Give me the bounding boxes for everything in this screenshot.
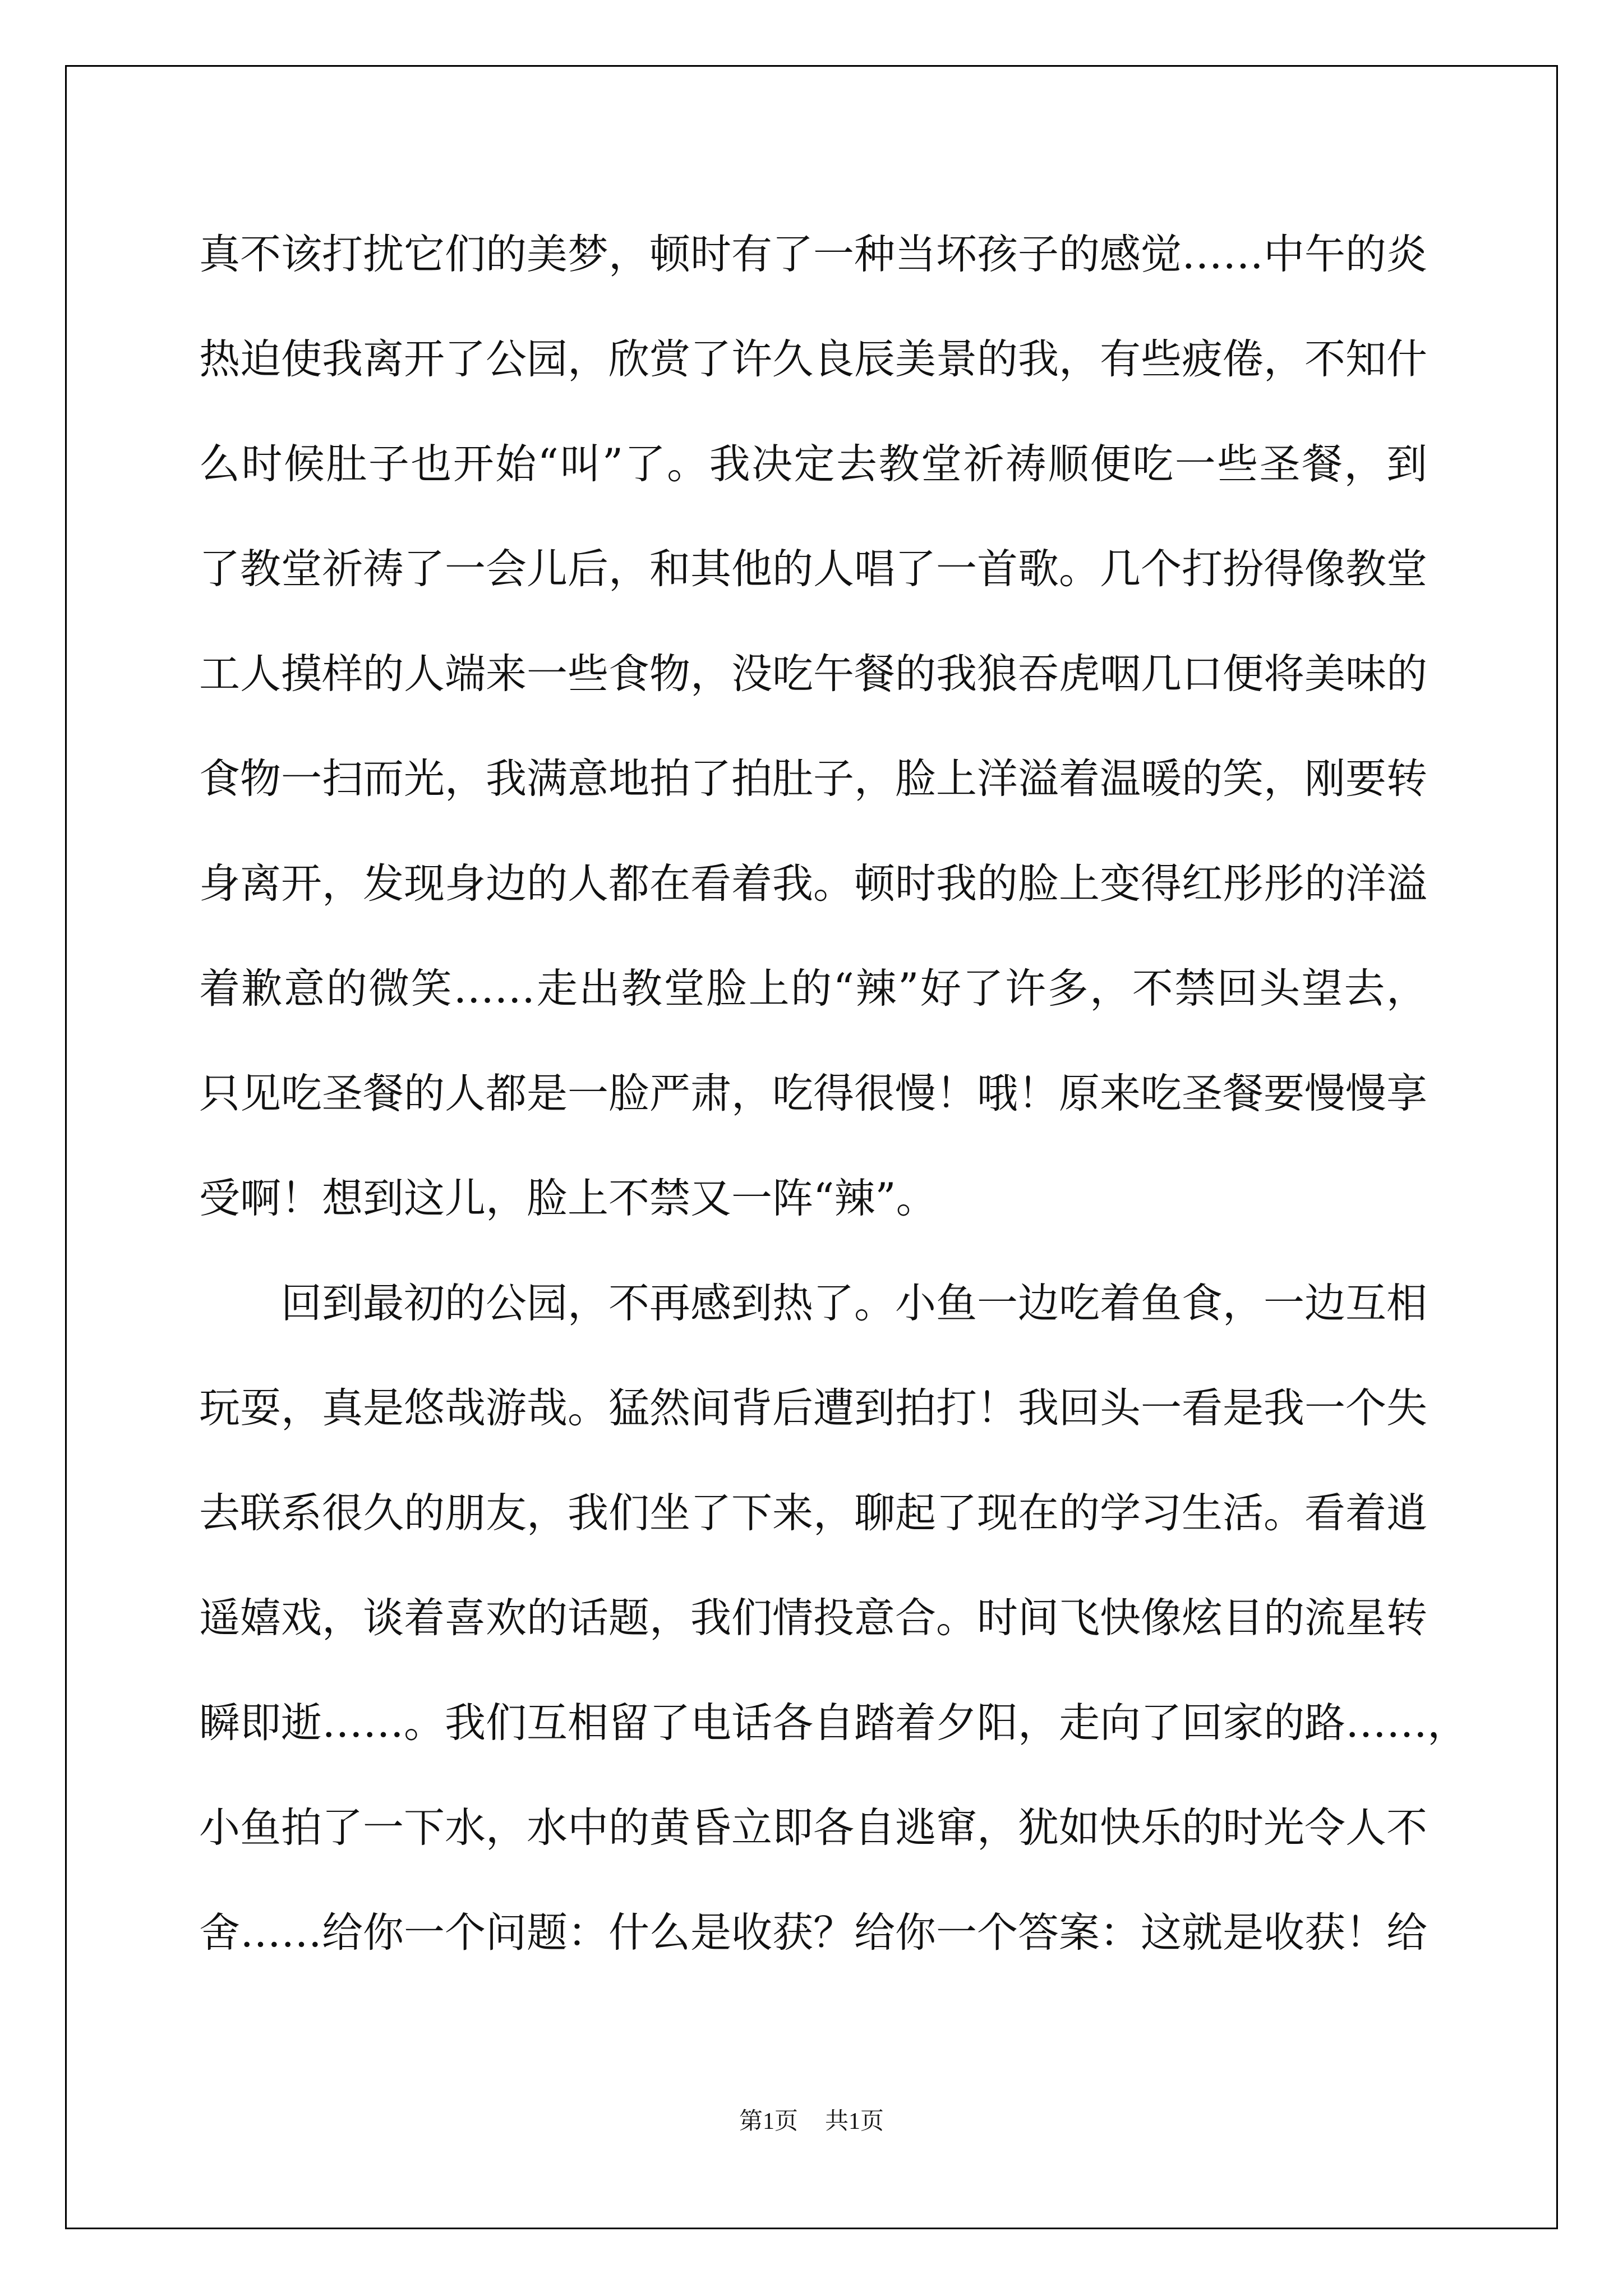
text-line-paragraph-start: 回到最初的公园，不再感到热了。小鱼一边吃着鱼食，一边互相 xyxy=(281,1280,1427,1327)
page-footer xyxy=(0,2102,1623,2136)
text-line: 真不该打扰它们的美梦，顿时有了一种当坏孩子的感觉……中午的炎 xyxy=(199,231,1427,278)
text-line: 瞬即逝……。我们互相留了电话各自踏着夕阳，走向了回家的路……， xyxy=(199,1699,1468,1747)
text-line: 舍……给你一个问题：什么是收获？给你一个答案：这就是收获！给 xyxy=(199,1909,1427,1957)
text-line: 小鱼拍了一下水，水中的黄昏立即各自逃窜，犹如快乐的时光令人不 xyxy=(199,1804,1427,1852)
text-line: 受啊！想到这儿，脸上不禁又一阵“辣”。 xyxy=(199,1175,937,1222)
text-line: 遥嬉戏，谈着喜欢的话题，我们情投意合。时间飞快像炫目的流星转 xyxy=(199,1594,1427,1642)
text-line: 热迫使我离开了公园，欣赏了许久良辰美景的我，有些疲倦，不知什 xyxy=(199,335,1427,383)
text-line: 身离开，发现身边的人都在看着我。顿时我的脸上变得红彤彤的洋溢 xyxy=(199,860,1427,908)
text-line: 工人摸样的人端来一些食物，没吃午餐的我狼吞虎咽几口便将美味的 xyxy=(199,650,1427,698)
text-line: 了教堂祈祷了一会儿后，和其他的人唱了一首歌。几个打扮得像教堂 xyxy=(199,545,1427,593)
document-body xyxy=(199,202,1468,1985)
page-number-total: 共1页 xyxy=(825,2109,884,2134)
text-line: 么时候肚子也开始“叫”了。我决定去教堂祈祷顺便吃一些圣餐，到 xyxy=(199,440,1427,488)
text-line: 着歉意的微笑……走出教堂脸上的“辣”好了许多，不禁回头望去， xyxy=(199,965,1427,1013)
text-line: 去联系很久的朋友，我们坐了下来，聊起了现在的学习生活。看着逍 xyxy=(199,1489,1427,1537)
page-number-current: 第1页 xyxy=(739,2109,798,2134)
text-line: 食物一扫而光，我满意地拍了拍肚子，脸上洋溢着温暖的笑，刚要转 xyxy=(199,755,1427,803)
text-line: 只见吃圣餐的人都是一脸严肃，吃得很慢！哦！原来吃圣餐要慢慢享 xyxy=(199,1070,1427,1117)
text-line: 玩耍，真是悠哉游哉。猛然间背后遭到拍打！我回头一看是我一个失 xyxy=(199,1384,1427,1432)
